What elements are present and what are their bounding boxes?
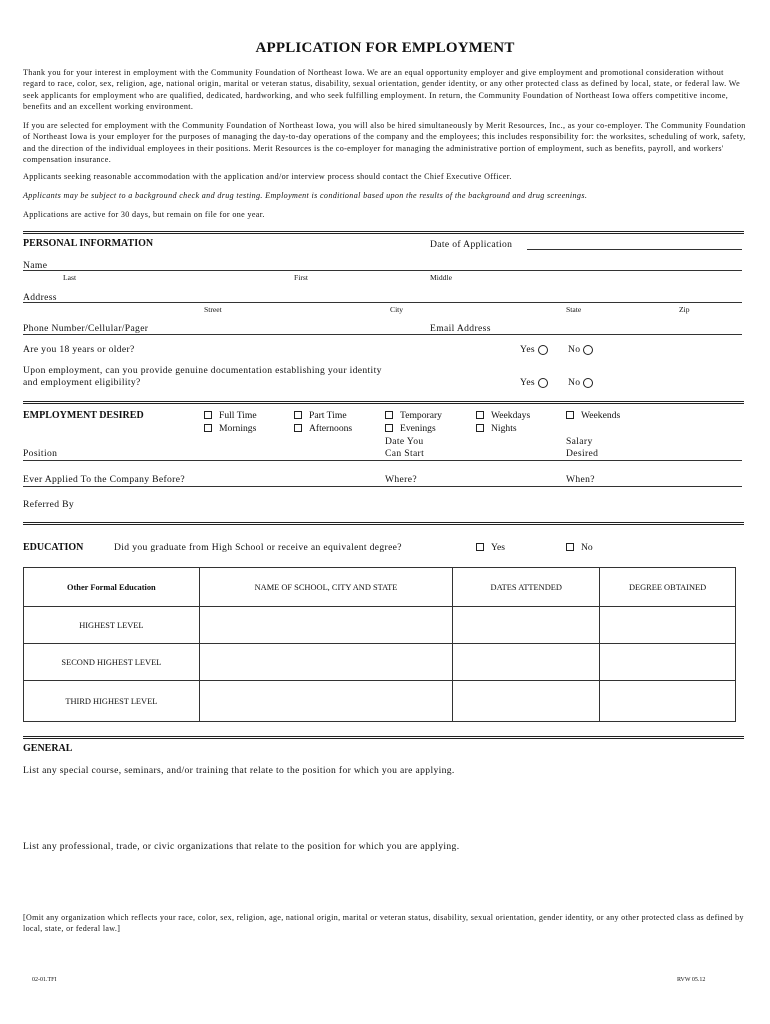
high-school-question: Did you graduate from High School or receive an equivalent degree? [114, 542, 402, 553]
option-label: Part Time [309, 410, 347, 421]
option-mornings[interactable] [204, 423, 256, 434]
table-row [24, 644, 736, 681]
table-cell[interactable] [600, 607, 736, 644]
yes-label: Yes [520, 344, 536, 355]
first-name-hint: First [294, 273, 308, 282]
yes-label: Yes [520, 377, 536, 388]
radio-icon[interactable] [583, 378, 593, 388]
documentation-question-line2: and employment eligibility? [23, 377, 141, 388]
option-afternoons[interactable] [294, 423, 352, 434]
row-label: THIRD HIGHEST LEVEL [24, 681, 200, 722]
checkbox-icon[interactable] [476, 543, 484, 551]
name-field[interactable] [23, 270, 742, 271]
table-cell[interactable] [453, 607, 600, 644]
where-label: Where? [385, 474, 417, 485]
table-row [24, 607, 736, 644]
option-evenings[interactable] [385, 423, 436, 434]
checkbox-icon[interactable] [204, 411, 212, 419]
intro-paragraph-1: Thank you for your interest in employment with the Community Foundation of Northeast Iowa. We are an equal opportunity employer and give employment and promotional consideration without regard to race, color, sex, religion, age, national origin, marital or veteran status, disability, sexual orientation, gender identity, or any other protected class as defined by local, state, or federal law. We seek applicants for employment who are qualified, dedicated, hardworking, and who seek fulfilling employment. In return, the Community Foundation of Northeast Iowa offers competitive income, benefits and an excellent working environment. [23, 68, 741, 111]
name-label: Name [23, 260, 48, 271]
desired-label: Desired [566, 448, 599, 459]
checkbox-icon[interactable] [566, 411, 574, 419]
radio-icon[interactable] [538, 345, 548, 355]
table-cell[interactable] [199, 644, 453, 681]
radio-icon[interactable] [583, 345, 593, 355]
middle-name-hint: Middle [430, 273, 452, 282]
option-nights[interactable] [476, 423, 517, 434]
date-you-label: Date You [385, 436, 424, 447]
option-label: Yes [491, 542, 505, 553]
employment-heading: EMPLOYMENT DESIRED [23, 410, 144, 421]
organizations-question: List any professional, trade, or civic organizations that relate to the position for which you are applying. [23, 841, 460, 852]
ever-applied-field[interactable] [23, 486, 742, 487]
age-question: Are you 18 years or older? [23, 344, 135, 355]
option-label: Temporary [400, 410, 442, 421]
radio-icon[interactable] [538, 378, 548, 388]
omit-note: [Omit any organization which reflects your race, color, sex, religion, age, national origin, marital or veteran status, disability, sexual orientation, gender identity, or any other protected class as defined by local, state, or federal law.] [23, 913, 744, 934]
section-divider [23, 736, 744, 739]
option-part-time[interactable] [294, 410, 347, 421]
table-cell[interactable] [199, 681, 453, 722]
phone-email-field[interactable] [23, 334, 742, 335]
column-header: NAME OF SCHOOL, CITY AND STATE [199, 568, 453, 607]
option-full-time[interactable] [204, 410, 257, 421]
footer-revision: RVW 05.12 [677, 977, 706, 983]
when-label: When? [566, 474, 595, 485]
column-header: DATES ATTENDED [453, 568, 600, 607]
documentation-question-line1: Upon employment, can you provide genuine documentation establishing your identity [23, 365, 382, 376]
table-row [24, 681, 736, 722]
doc-yes-option[interactable] [520, 377, 548, 388]
no-label: No [568, 377, 581, 388]
no-label: No [568, 344, 581, 355]
hs-yes-option[interactable] [476, 542, 505, 553]
option-label: Afternoons [309, 423, 353, 434]
table-cell[interactable] [453, 681, 600, 722]
state-hint: State [566, 305, 582, 314]
section-divider [23, 231, 744, 234]
option-label: Evenings [400, 423, 436, 434]
table-cell[interactable] [453, 644, 600, 681]
phone-label: Phone Number/Cellular/Pager [23, 323, 149, 334]
age-yes-option[interactable] [520, 344, 548, 355]
education-heading: EDUCATION [23, 542, 84, 553]
intro-paragraph-3: Applicants seeking reasonable accommodation with the application and/or interview process should contact the Chief Executive Officer. [23, 172, 512, 181]
table-cell[interactable] [199, 607, 453, 644]
intro-paragraph-5: Applications are active for 30 days, but remain on file for one year. [23, 210, 265, 219]
option-label: No [581, 542, 593, 553]
option-weekdays[interactable] [476, 410, 530, 421]
option-label: Full Time [219, 410, 257, 421]
can-start-label: Can Start [385, 448, 425, 459]
checkbox-icon[interactable] [204, 424, 212, 432]
general-heading: GENERAL [23, 743, 73, 754]
column-header: Other Formal Education [24, 568, 200, 607]
option-label: Weekends [581, 410, 621, 421]
table-cell[interactable] [600, 644, 736, 681]
option-temporary[interactable] [385, 410, 442, 421]
email-label: Email Address [430, 323, 491, 334]
option-label: Nights [491, 423, 517, 434]
footer-form-code: 02-01.TFI [32, 977, 57, 983]
personal-heading: PERSONAL INFORMATION [23, 238, 154, 249]
date-of-application-label: Date of Application [430, 239, 513, 250]
row-label: HIGHEST LEVEL [24, 607, 200, 644]
referred-by-label: Referred By [23, 499, 74, 510]
section-divider [23, 522, 744, 525]
zip-hint: Zip [679, 305, 690, 314]
form-title: APPLICATION FOR EMPLOYMENT [255, 40, 515, 56]
ever-applied-label: Ever Applied To the Company Before? [23, 474, 185, 485]
checkbox-icon[interactable] [476, 411, 484, 419]
hs-no-option[interactable] [566, 542, 593, 553]
address-field[interactable] [23, 302, 742, 303]
checkbox-icon[interactable] [294, 411, 302, 419]
section-divider [23, 401, 744, 404]
street-hint: Street [204, 305, 222, 314]
option-label: Weekdays [491, 410, 531, 421]
checkbox-icon[interactable] [385, 411, 393, 419]
last-name-hint: Last [63, 273, 77, 282]
age-no-option[interactable] [568, 344, 593, 355]
checkbox-icon[interactable] [566, 543, 574, 551]
position-label: Position [23, 448, 58, 459]
intro-paragraph-2: If you are selected for employment with the Community Foundation of Northeast Iowa, you will also be hired simultaneously by Merit Resources, Inc., as your co-employer. The Community Foundation of Northeast Iowa is your employer for the purposes of managing the day-to-day operations of the company and the employees; this includes responsibility for: the worksites, scheduling of work, safety, and the direction of the individual employees in their positions. Merit Resources is the co-employer for managing the administrative portion of employment, such as benefits, payroll, and workers' compensation insurance. [23, 121, 746, 164]
city-hint: City [390, 305, 404, 314]
checkbox-icon[interactable] [294, 424, 302, 432]
column-header: DEGREE OBTAINED [600, 568, 736, 607]
intro-paragraph-4: Applicants may be subject to a background check and drug testing. Employment is conditional based upon the results of the background and drug screenings. [23, 191, 588, 200]
checkbox-icon[interactable] [385, 424, 393, 432]
checkbox-icon[interactable] [476, 424, 484, 432]
position-field[interactable] [23, 460, 742, 461]
salary-label: Salary [566, 436, 593, 447]
row-label: SECOND HIGHEST LEVEL [24, 644, 200, 681]
table-header-row [24, 568, 736, 607]
table-cell[interactable] [600, 681, 736, 722]
option-label: Mornings [219, 423, 257, 434]
education-table [23, 567, 736, 722]
courses-question: List any special course, seminars, and/or training that relate to the position for which you are applying. [23, 765, 455, 776]
address-label: Address [23, 292, 57, 303]
date-of-application-field[interactable] [527, 249, 742, 250]
option-weekends[interactable] [566, 410, 620, 421]
doc-no-option[interactable] [568, 377, 593, 388]
